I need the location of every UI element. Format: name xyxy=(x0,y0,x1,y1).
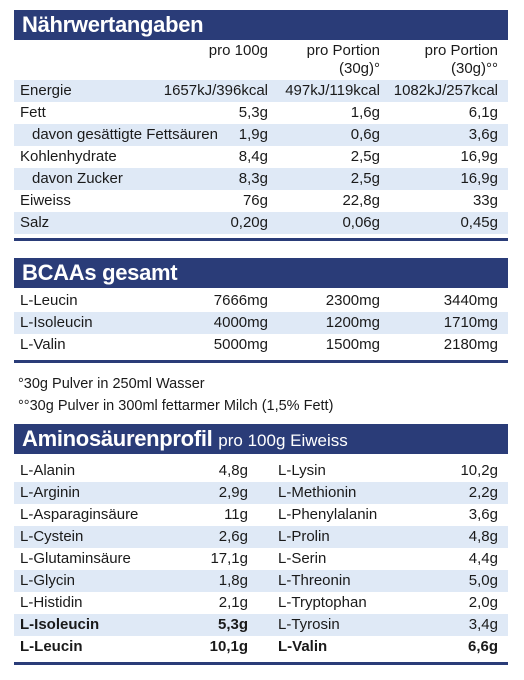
table-row xyxy=(14,482,508,504)
amino-value: 5,3g xyxy=(217,616,248,633)
amino-name: L-Glutaminsäure xyxy=(20,550,131,567)
amino-value: 1,8g xyxy=(218,572,248,589)
value-portion-milk: 1710mg xyxy=(443,314,498,331)
amino-name: L-Arginin xyxy=(20,484,81,501)
value-portion-water: 497kJ/119kcal xyxy=(285,82,380,99)
amino-name: L-Methionin xyxy=(278,484,357,501)
amino-header xyxy=(14,424,508,454)
amino-name: L-Glycin xyxy=(20,572,76,589)
table-row xyxy=(14,592,508,614)
row-label: L-Isoleucin xyxy=(20,314,93,331)
table-row xyxy=(14,614,508,636)
row-label: Kohlenhydrate xyxy=(20,148,117,165)
value-portion-water: 22,8g xyxy=(342,192,380,209)
amino-name: L-Serin xyxy=(278,550,327,567)
amino-value: 2,0g xyxy=(468,594,498,611)
col-per-100g: pro 100g xyxy=(208,42,268,59)
table-row xyxy=(14,570,508,592)
value-per-100g: 5,3g xyxy=(238,104,268,121)
amino-name: L-Valin xyxy=(278,638,328,655)
table-row xyxy=(14,504,508,526)
amino-value: 4,8g xyxy=(218,462,248,479)
row-label: Fett xyxy=(20,104,46,121)
amino-name: L-Prolin xyxy=(278,528,330,545)
table-row xyxy=(14,526,508,548)
value-portion-milk: 3,6g xyxy=(468,126,498,143)
row-label: Salz xyxy=(20,214,50,231)
nutrition-column-headers xyxy=(14,40,508,80)
amino-value: 10,1g xyxy=(209,638,248,655)
row-label: Eiweiss xyxy=(20,192,71,209)
bcaa-title: BCAAs gesamt xyxy=(14,258,508,288)
value-portion-water: 1200mg xyxy=(325,314,380,331)
amino-value: 10,2g xyxy=(460,462,498,479)
value-portion-milk: 2180mg xyxy=(443,336,498,353)
col-portion-milk xyxy=(425,42,498,78)
value-portion-water: 0,6g xyxy=(350,126,380,143)
amino-name: L-Asparaginsäure xyxy=(20,506,139,523)
table-row xyxy=(14,636,508,658)
value-per-100g: 1,9g xyxy=(238,126,268,143)
amino-name: L-Leucin xyxy=(20,638,83,655)
table-row xyxy=(14,124,508,146)
row-label: L-Valin xyxy=(20,336,66,353)
value-per-100g: 1657kJ/396kcal xyxy=(163,82,268,99)
bcaa-table xyxy=(14,258,508,363)
value-per-100g: 0,20g xyxy=(230,214,268,231)
table-row xyxy=(14,460,508,482)
table-row xyxy=(14,146,508,168)
col-portion-water xyxy=(307,42,380,78)
divider xyxy=(14,238,508,241)
table-row xyxy=(14,334,508,356)
amino-value: 3,4g xyxy=(468,616,498,633)
table-row xyxy=(14,548,508,570)
amino-value: 5,0g xyxy=(468,572,498,589)
value-portion-water: 2,5g xyxy=(350,170,380,187)
row-label: davon gesättigte Fettsäuren xyxy=(32,126,218,143)
amino-table xyxy=(14,424,508,665)
footnote-milk: °°30g Pulver in 300ml fettarmer Milch (1,5% Fett) xyxy=(18,398,334,414)
amino-value: 4,4g xyxy=(468,550,498,567)
value-per-100g: 4000mg xyxy=(213,314,268,331)
amino-name: L-Tryptophan xyxy=(278,594,367,611)
col-portion-water-l2: (30g)° xyxy=(338,60,380,77)
value-per-100g: 76g xyxy=(242,192,268,209)
footnotes xyxy=(14,373,508,417)
amino-value: 17,1g xyxy=(210,550,248,567)
value-portion-water: 2,5g xyxy=(350,148,380,165)
amino-value: 11g xyxy=(224,506,248,523)
value-portion-water: 1500mg xyxy=(325,336,380,353)
table-row xyxy=(14,190,508,212)
amino-name: L-Lysin xyxy=(278,462,326,479)
value-portion-milk: 3440mg xyxy=(443,292,498,309)
amino-name: L-Cystein xyxy=(20,528,84,545)
table-row xyxy=(14,312,508,334)
amino-title: Aminosäurenprofil xyxy=(22,426,213,451)
amino-value: 6,6g xyxy=(467,638,498,655)
divider xyxy=(14,360,508,363)
row-label: Energie xyxy=(20,82,72,99)
amino-name: L-Threonin xyxy=(278,572,351,589)
nutrition-table xyxy=(14,10,508,241)
value-per-100g: 8,3g xyxy=(238,170,268,187)
value-portion-water: 1,6g xyxy=(350,104,380,121)
amino-name: L-Alanin xyxy=(20,462,76,479)
table-row xyxy=(14,102,508,124)
amino-value: 2,2g xyxy=(468,484,498,501)
table-row xyxy=(14,168,508,190)
value-portion-milk: 16,9g xyxy=(460,170,498,187)
value-per-100g: 8,4g xyxy=(238,148,268,165)
value-portion-milk: 33g xyxy=(472,192,498,209)
divider xyxy=(14,662,508,665)
value-per-100g: 5000mg xyxy=(213,336,268,353)
amino-name: L-Phenylalanin xyxy=(278,506,378,523)
col-portion-milk-l2: (30g)°° xyxy=(450,60,498,77)
row-label: davon Zucker xyxy=(32,170,123,187)
table-row xyxy=(14,212,508,234)
table-row xyxy=(14,80,508,102)
footnote-water: °30g Pulver in 250ml Wasser xyxy=(18,376,205,392)
value-portion-milk: 1082kJ/257kcal xyxy=(393,82,498,99)
amino-name: L-Tyrosin xyxy=(278,616,340,633)
value-portion-water: 0,06g xyxy=(342,214,380,231)
col-portion-milk-l1: pro Portion xyxy=(424,42,498,59)
row-label: L-Leucin xyxy=(20,292,78,309)
amino-value: 2,1g xyxy=(218,594,248,611)
nutrition-title: Nährwertangaben xyxy=(14,10,508,40)
amino-name: L-Histidin xyxy=(20,594,83,611)
value-per-100g: 7666mg xyxy=(213,292,268,309)
amino-value: 2,9g xyxy=(218,484,248,501)
amino-value: 4,8g xyxy=(468,528,498,545)
amino-value: 3,6g xyxy=(468,506,498,523)
col-portion-water-l1: pro Portion xyxy=(306,42,380,59)
amino-value: 2,6g xyxy=(218,528,248,545)
amino-subtitle: pro 100g Eiweiss xyxy=(218,431,348,450)
value-portion-milk: 6,1g xyxy=(468,104,498,121)
value-portion-water: 2300mg xyxy=(325,292,380,309)
amino-name: L-Isoleucin xyxy=(20,616,100,633)
value-portion-milk: 0,45g xyxy=(460,214,498,231)
value-portion-milk: 16,9g xyxy=(460,148,498,165)
table-row xyxy=(14,290,508,312)
